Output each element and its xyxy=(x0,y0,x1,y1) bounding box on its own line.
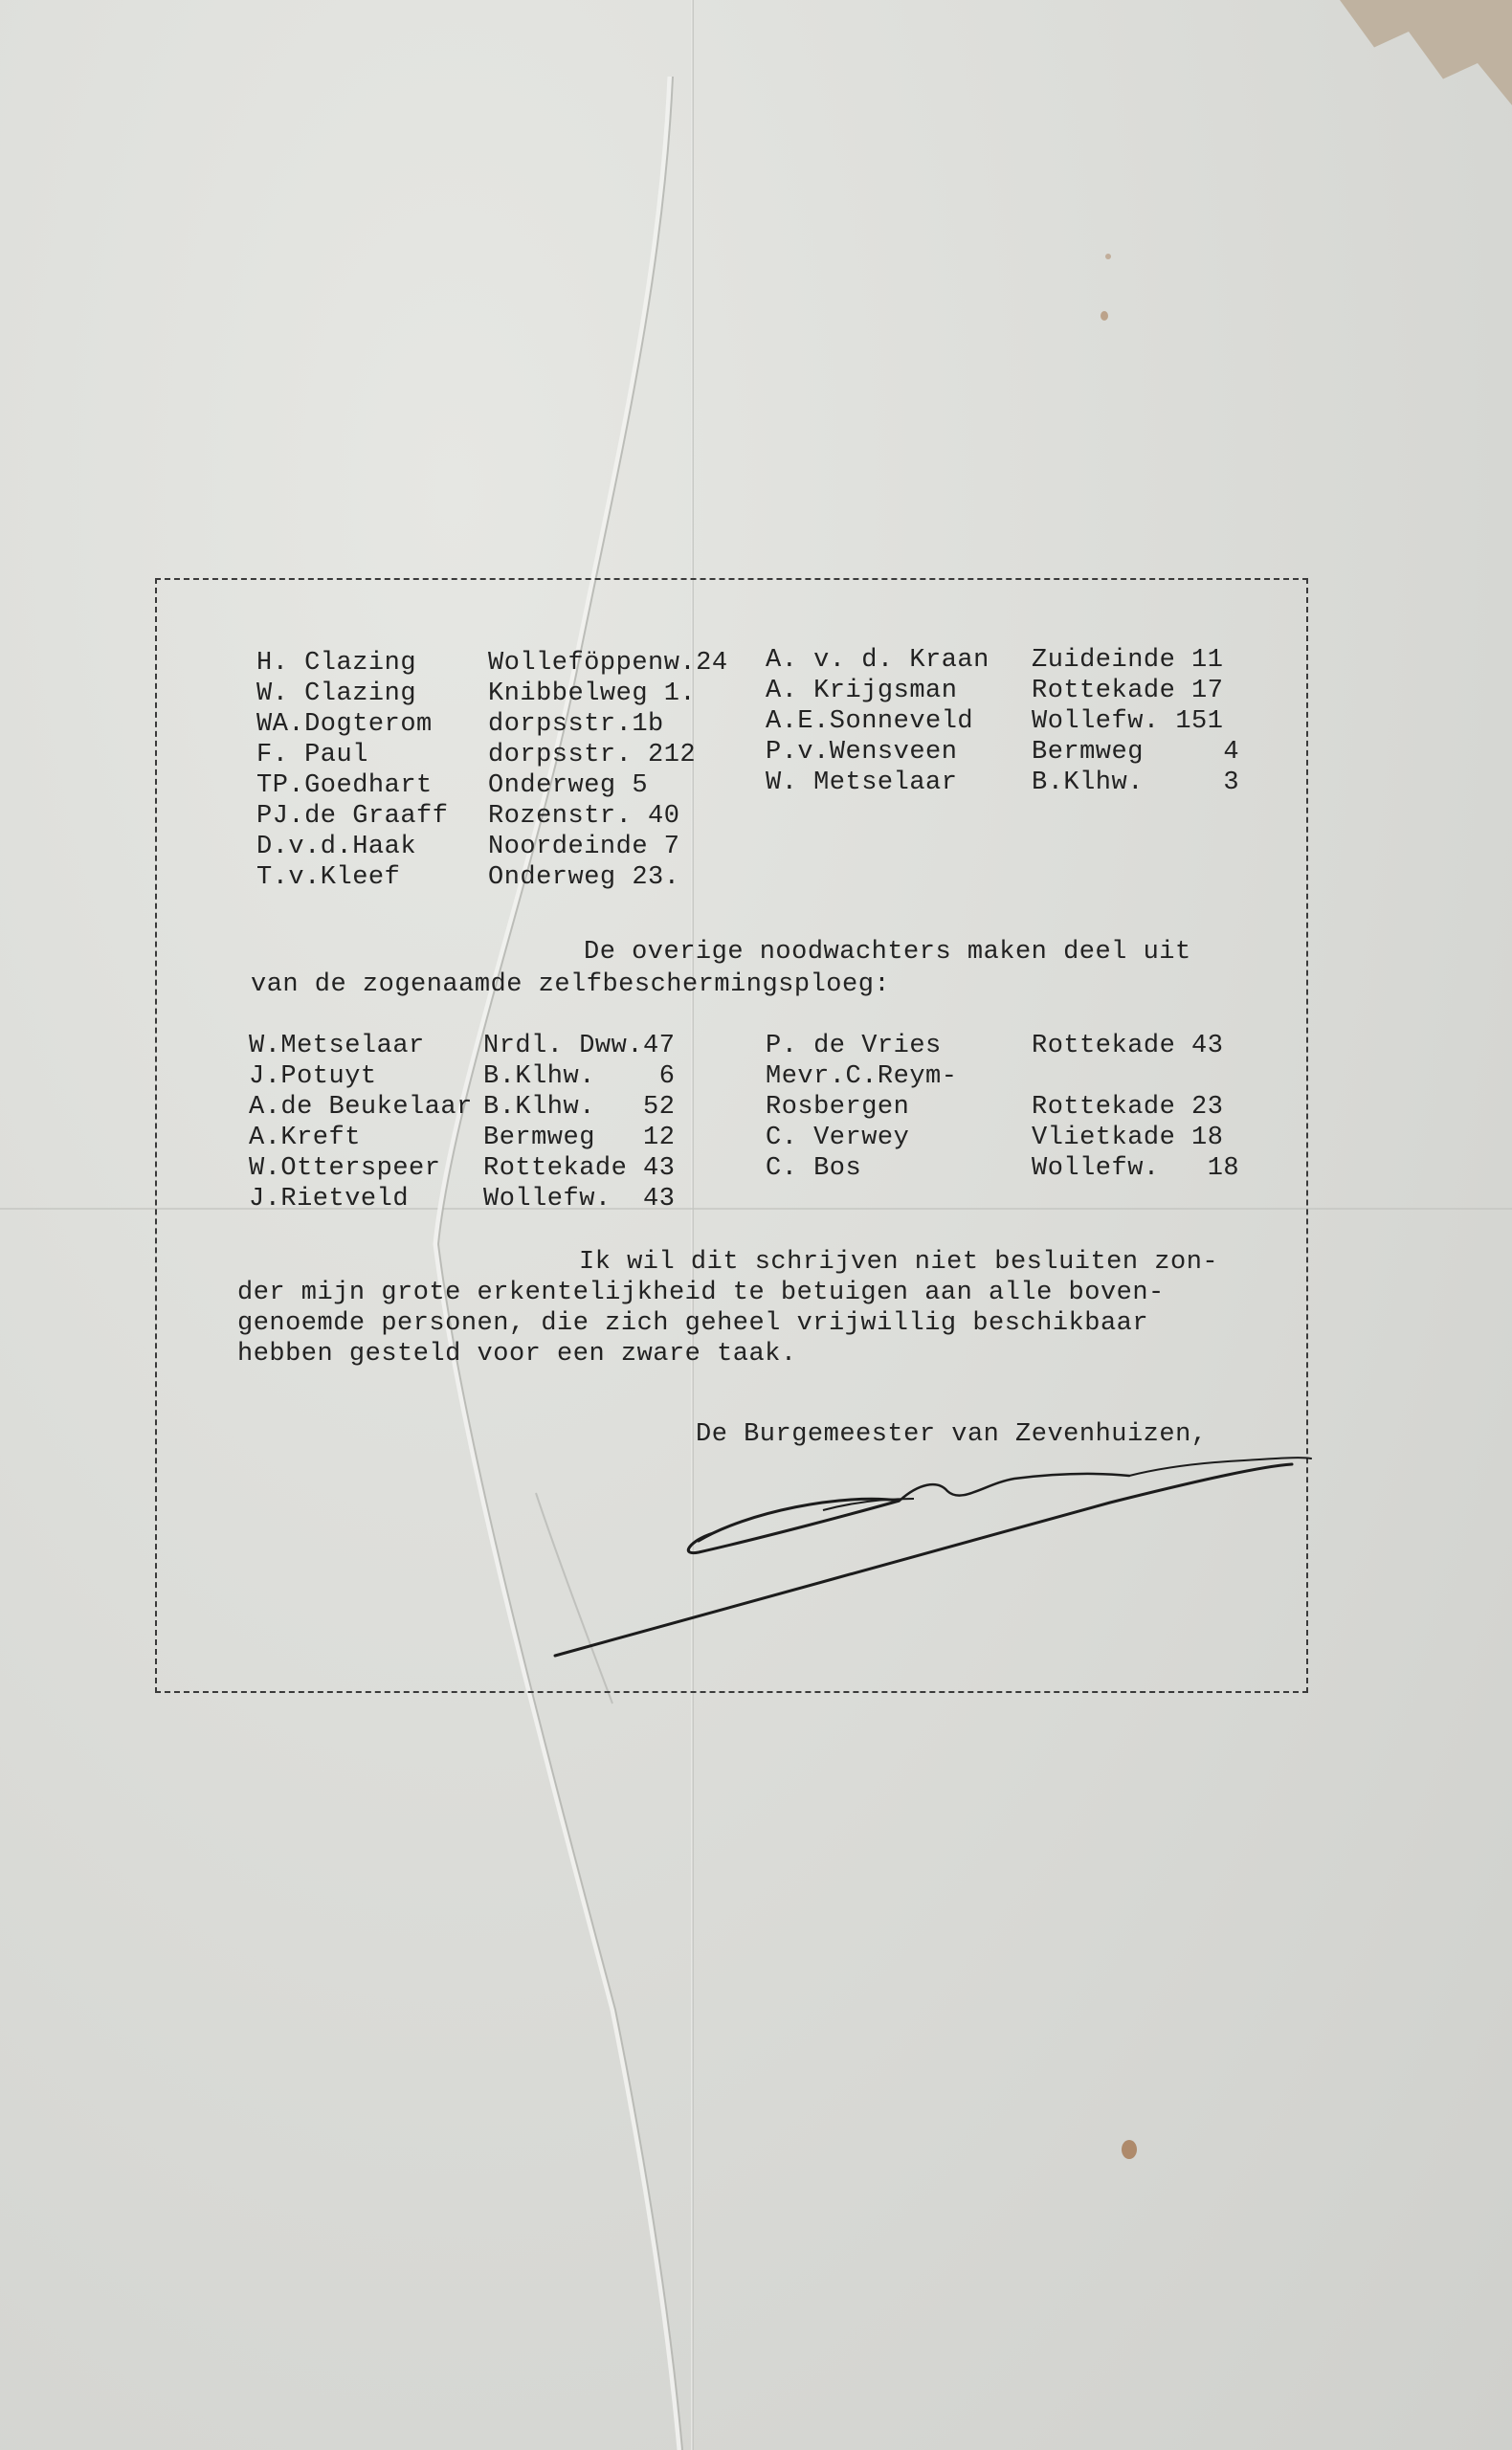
list1-left-name: F. Paul xyxy=(256,741,368,769)
paragraph2-line1: Ik wil dit schrijven niet besluiten zon- xyxy=(579,1248,1219,1277)
list1-left-addr: Wolleföppenw.24 xyxy=(488,649,728,678)
list1-left-name: W. Clazing xyxy=(256,679,417,708)
list1-left-addr: dorpsstr. 212 xyxy=(488,741,697,769)
list1-left-name: PJ.de Graaff xyxy=(256,802,449,831)
list2-right-addr: Rottekade 23 xyxy=(1032,1093,1224,1122)
list2-left-name: J.Rietveld xyxy=(249,1185,410,1214)
closing-line: De Burgemeester van Zevenhuizen, xyxy=(696,1420,1208,1449)
handwritten-signature xyxy=(536,1445,1321,1675)
list1-right-name: A. Krijgsman xyxy=(766,677,958,705)
list1-left-name: H. Clazing xyxy=(256,649,417,678)
list1-left-name: D.v.d.Haak xyxy=(256,833,417,861)
list1-right-addr: Wollefw. 151 xyxy=(1032,707,1224,736)
list1-left-addr: Rozenstr. 40 xyxy=(488,802,680,831)
list2-left-addr: B.Klhw. 52 xyxy=(483,1093,676,1122)
stain-spot xyxy=(1101,311,1108,321)
list2-left-name: A.de Beukelaar xyxy=(249,1093,473,1122)
list2-left-name: A.Kreft xyxy=(249,1124,361,1152)
list2-right-addr: Rottekade 43 xyxy=(1032,1032,1224,1060)
list2-left-addr: Bermweg 12 xyxy=(483,1124,676,1152)
list2-right-name: C. Verwey xyxy=(766,1124,910,1152)
torn-corner xyxy=(1340,0,1512,105)
list2-left-name: W.Metselaar xyxy=(249,1032,425,1060)
stain-spot xyxy=(1122,2140,1137,2159)
list1-left-addr: Onderweg 23. xyxy=(488,863,680,892)
list1-left-addr: Knibbelweg 1. xyxy=(488,679,697,708)
list2-left-addr: Rottekade 43 xyxy=(483,1154,676,1183)
list1-right-name: W. Metselaar xyxy=(766,768,958,797)
list1-right-name: A. v. d. Kraan xyxy=(766,646,989,675)
stain-spot xyxy=(1105,254,1111,259)
list2-left-addr: B.Klhw. 6 xyxy=(483,1062,676,1091)
list1-left-addr: Noordeinde 7 xyxy=(488,833,680,861)
list2-left-addr: Nrdl. Dww.47 xyxy=(483,1032,676,1060)
paragraph2-line4: hebben gesteld voor een zware taak. xyxy=(237,1340,797,1369)
paragraph1-line1: De overige noodwachters maken deel uit xyxy=(584,938,1191,967)
list1-right-name: P.v.Wensveen xyxy=(766,738,958,767)
paragraph2-line2: der mijn grote erkentelijkheid te betuigen aan alle boven- xyxy=(237,1279,1165,1307)
list1-right-addr: Bermweg 4 xyxy=(1032,738,1240,767)
list1-right-addr: B.Klhw. 3 xyxy=(1032,768,1240,797)
list2-right-name: P. de Vries xyxy=(766,1032,942,1060)
list1-right-name: A.E.Sonneveld xyxy=(766,707,974,736)
list2-right-addr: Vlietkade 18 xyxy=(1032,1124,1224,1152)
list1-right-addr: Rottekade 17 xyxy=(1032,677,1224,705)
paragraph1-line2: van de zogenaamde zelfbeschermingsploeg: xyxy=(251,970,891,999)
list2-right-addr: Wollefw. 18 xyxy=(1032,1154,1240,1183)
list1-left-name: TP.Goedhart xyxy=(256,771,433,800)
list2-left-name: J.Potuyt xyxy=(249,1062,377,1091)
list2-right-name: Mevr.C.Reym- xyxy=(766,1062,958,1091)
list1-left-name: T.v.Kleef xyxy=(256,863,401,892)
list2-left-name: W.Otterspeer xyxy=(249,1154,441,1183)
list2-right-name: Rosbergen xyxy=(766,1093,910,1122)
list1-left-addr: Onderweg 5 xyxy=(488,771,649,800)
paragraph2-line3: genoemde personen, die zich geheel vrijwillig beschikbaar xyxy=(237,1309,1149,1338)
list1-left-addr: dorpsstr.1b xyxy=(488,710,664,739)
list1-right-addr: Zuideinde 11 xyxy=(1032,646,1224,675)
list1-left-name: WA.Dogterom xyxy=(256,710,433,739)
list2-right-name: C. Bos xyxy=(766,1154,862,1183)
list2-left-addr: Wollefw. 43 xyxy=(483,1185,676,1214)
